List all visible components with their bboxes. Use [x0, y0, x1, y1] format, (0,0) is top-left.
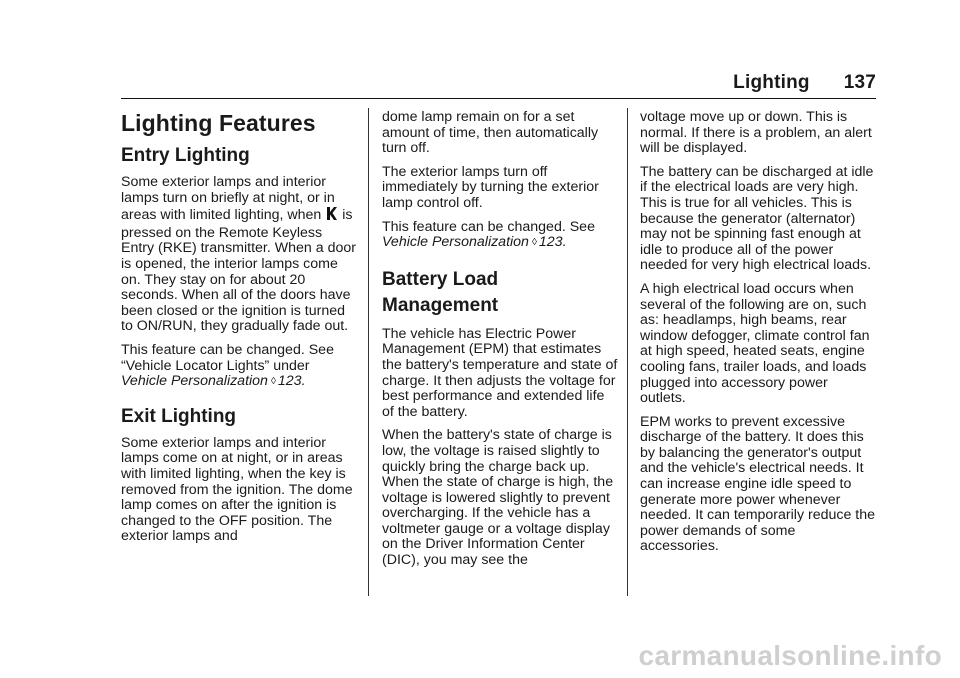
page-title: Lighting Features: [121, 110, 316, 136]
page-header: [733, 72, 876, 94]
paragraph: The exterior lamps turn off immediately by turning the exterior lamp control off.: [382, 163, 599, 211]
paragraph: dome lamp remain on for a set amount of time, then automatically turn off.: [382, 109, 599, 157]
page-reference-icon: ◊: [270, 376, 276, 388]
xref-link-vehicle-personalization[interactable]: Vehicle Personalization: [382, 234, 529, 251]
exit-lighting-heading: Exit Lighting: [121, 405, 237, 427]
column-1: [121, 110, 358, 553]
header-section-title: Lighting: [733, 72, 810, 93]
column-divider-1: [368, 108, 369, 596]
paragraph: The vehicle has Electric Power Management (EPM) that estimates the battery's temperature and state of charge. It then adjusts the voltage for best performance and extended life of the battery.: [382, 325, 618, 420]
column-divider-2: [627, 108, 628, 596]
paragraph: When the battery's state of charge is low, the voltage is raised slightly to quickly bring the charge back up. When the state of charge is high, the voltage is lowered slightly to prevent overcharging. If the vehicle has a voltmeter gauge or a voltage display on the Driver Information Center (DIC), you may see the: [382, 427, 614, 569]
entry-lighting-heading: Entry Lighting: [121, 145, 250, 166]
key-fob-unlock-icon: [326, 206, 338, 226]
column-2: [382, 110, 619, 577]
exit-lighting-paragraph: Some exterior lamps and interior lamps come on at night, or in areas with limited lighting, when the key is removed from the ignition. The dome lamp comes on after the ignition is changed to the OFF position. The exterior lamps and: [121, 434, 353, 545]
paragraph: This feature can be changed. See Vehicle Personalization ◊ 123.: [382, 218, 595, 251]
page-reference-icon: ◊: [531, 237, 537, 249]
page-number: 137: [843, 72, 876, 93]
header-rule: [121, 98, 876, 99]
paragraph: A high electrical load occurs when several of the following are on, such as: headlamps, high beams, rear window defogger, climate control fan at high speed, heated seats, engine cooling fans, trailer loads, and loads plugged into accessory power outlets.: [640, 280, 870, 407]
watermark: carmanualsonline.info: [638, 640, 942, 671]
paragraph: voltage move up or down. This is normal. If there is a problem, an alert will be displayed.: [640, 109, 872, 157]
xref-page[interactable]: 123: [538, 234, 563, 251]
entry-lighting-paragraph: Some exterior lamps and interior lamps turn on briefly at night, or in areas with limited lighting, when is pressed on the Remote Keyless Entry (RKE) transmitter. When a door is opened, the interior lamps come on. They stay on for about 20 seconds. When all of the doors have been closed or the ignition is turned to ON/RUN, they gradually fade out.: [121, 174, 356, 335]
paragraph: EPM works to prevent excessive discharge of the battery. It does this by balancing the generator's output and the vehicle's electrical needs. It can increase engine idle speed to generate more power whenever needed. It can temporarily reduce the power demands of some accessories.: [640, 413, 876, 555]
entry-lighting-note: This feature can be changed. See “Vehicle Locator Lights” under Vehicle Personalization ◊ 123.: [121, 341, 334, 390]
battery-load-management-heading: Battery Load Management: [382, 268, 499, 316]
column-3: [640, 110, 877, 563]
xref-link-vehicle-personalization[interactable]: Vehicle Personalization: [121, 373, 268, 390]
xref-page[interactable]: 123: [277, 373, 302, 390]
paragraph: The battery can be discharged at idle if the electrical loads are very high. This is true for all vehicles. This is because the generator (alternator) may not be spinning fast enough at idle to produce all of the power needed for very high electrical loads.: [640, 163, 874, 274]
